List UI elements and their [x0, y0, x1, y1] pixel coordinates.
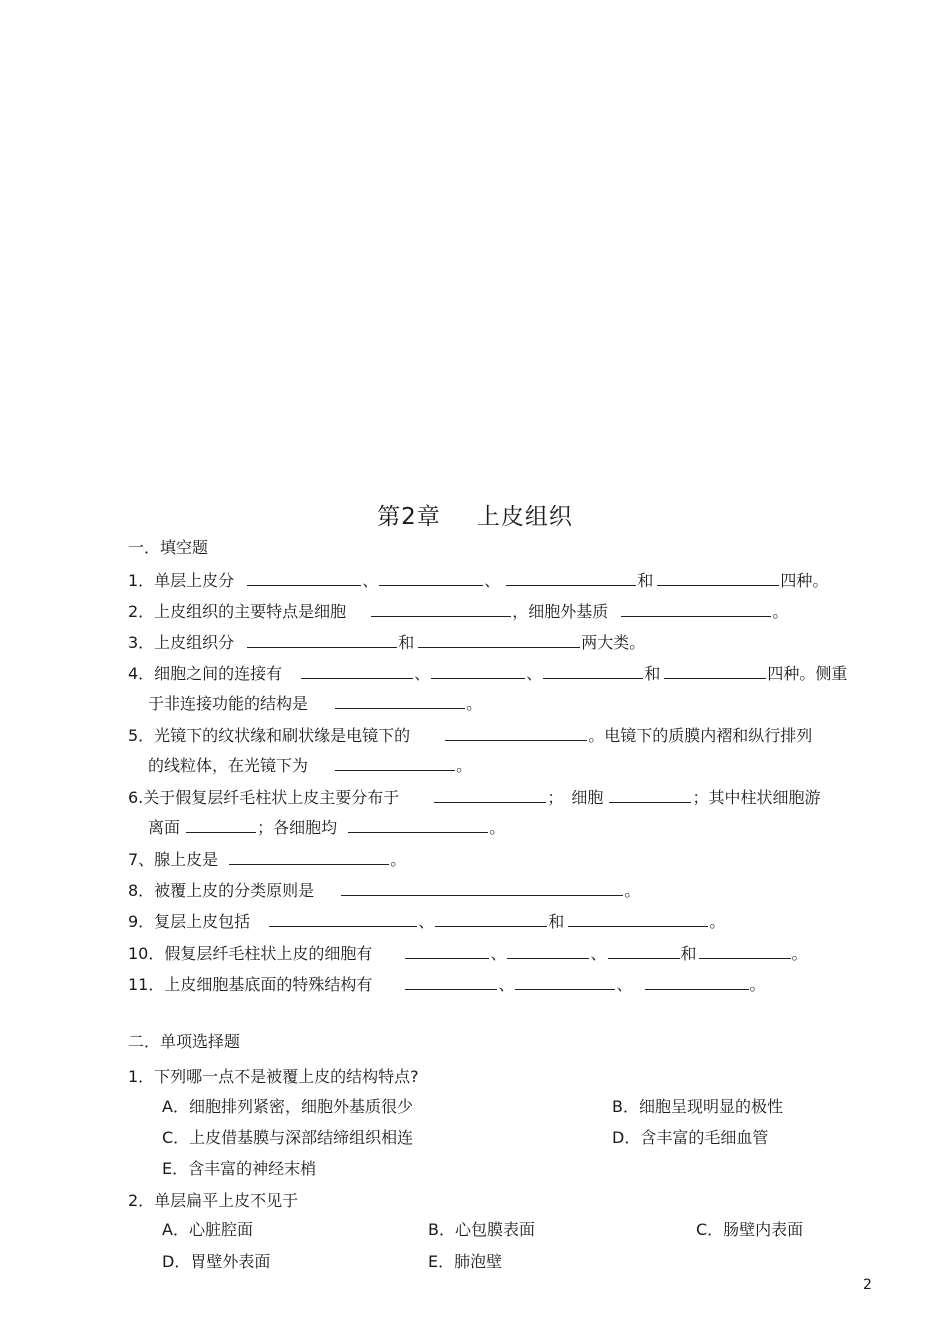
mc-option-1c[interactable]: C．上皮借基膜与深部结缔组织相连: [162, 1128, 414, 1147]
chapter-name: 上皮组织: [476, 504, 573, 530]
answer-blank[interactable]: [405, 974, 497, 990]
question-1-11: 11．上皮细胞基底面的特殊结构有 、 、 。: [128, 975, 766, 994]
question-1-10: 10．假复层纤毛柱状上皮的细胞有 、 、 和 。: [128, 944, 808, 963]
answer-blank[interactable]: [247, 632, 397, 648]
chapter-number: 第2章: [377, 504, 441, 530]
answer-blank[interactable]: [506, 570, 636, 586]
question-1-6-cont: 离面 ；各细胞均 。: [148, 818, 506, 837]
chapter-title: [0, 498, 950, 531]
answer-blank[interactable]: [435, 911, 547, 927]
section2-heading: 二．单项选择题: [128, 1032, 241, 1051]
answer-blank[interactable]: [348, 817, 488, 833]
answer-blank[interactable]: [608, 943, 680, 959]
answer-blank[interactable]: [405, 943, 489, 959]
answer-blank[interactable]: [186, 817, 256, 833]
answer-blank[interactable]: [247, 570, 361, 586]
mc-question-2-stem: 2．单层扁平上皮不见于: [128, 1191, 299, 1210]
section1-heading: 一．填空题: [128, 538, 209, 557]
answer-blank[interactable]: [645, 974, 749, 990]
mc-option-1e[interactable]: E．含丰富的神经末梢: [162, 1159, 317, 1178]
answer-blank[interactable]: [371, 601, 511, 617]
question-1-2: 2．上皮组织的主要特点是细胞 ，细胞外基质 。: [128, 602, 789, 621]
question-1-4-cont: 于非连接功能的结构是 。: [148, 694, 483, 713]
question-1-5: 5．光镜下的纹状缘和刷状缘是电镜下的 。电镜下的质膜内褶和纵行排列: [128, 726, 813, 745]
answer-blank[interactable]: [609, 787, 691, 803]
answer-blank[interactable]: [664, 663, 766, 679]
answer-blank[interactable]: [434, 787, 546, 803]
mc-option-1d[interactable]: D．含丰富的毛细血管: [612, 1128, 769, 1147]
mc-option-2b[interactable]: B．心包膜表面: [428, 1220, 535, 1239]
answer-blank[interactable]: [431, 663, 525, 679]
answer-blank[interactable]: [699, 943, 791, 959]
mc-option-2c[interactable]: C．肠壁内表面: [696, 1220, 804, 1239]
mc-option-2d[interactable]: D．胃壁外表面: [162, 1252, 271, 1271]
question-1-9: 9．复层上皮包括 、 和 。: [128, 912, 726, 931]
mc-option-1a[interactable]: A．细胞排列紧密，细胞外基质很少: [162, 1097, 413, 1116]
answer-blank[interactable]: [301, 663, 413, 679]
mc-option-2e[interactable]: E．肺泡壁: [428, 1252, 503, 1271]
answer-blank[interactable]: [445, 725, 587, 741]
mc-option-2a[interactable]: A．心脏腔面: [162, 1220, 253, 1239]
question-1-5-cont: 的线粒体，在光镜下为 。: [148, 756, 473, 775]
question-1-4: 4．细胞之间的连接有 、 、 和 四种。侧重: [128, 664, 848, 683]
question-1-3: 3．上皮组织分 和 两大类。: [128, 633, 646, 652]
page-number: 2: [863, 1277, 872, 1293]
question-1-1: 1．单层上皮分 、 、 和 四种。: [128, 571, 829, 590]
question-1-6: 6.关于假复层纤毛柱状上皮主要分布于 ； 细胞 ；其中柱状细胞游: [128, 788, 821, 807]
mc-question-1-stem: 1．下列哪一点不是被覆上皮的结构特点?: [128, 1067, 419, 1086]
mc-option-1b[interactable]: B．细胞呈现明显的极性: [612, 1097, 783, 1116]
question-1-8: 8．被覆上皮的分类原则是 。: [128, 881, 641, 900]
answer-blank[interactable]: [507, 943, 589, 959]
answer-blank[interactable]: [621, 601, 771, 617]
answer-blank[interactable]: [341, 880, 623, 896]
answer-blank[interactable]: [335, 755, 455, 771]
answer-blank[interactable]: [229, 849, 389, 865]
answer-blank[interactable]: [515, 974, 615, 990]
answer-blank[interactable]: [568, 911, 708, 927]
answer-blank[interactable]: [418, 632, 580, 648]
answer-blank[interactable]: [543, 663, 643, 679]
answer-blank[interactable]: [379, 570, 483, 586]
answer-blank[interactable]: [335, 693, 465, 709]
question-1-7: 7、腺上皮是 。: [128, 850, 407, 869]
answer-blank[interactable]: [269, 911, 417, 927]
answer-blank[interactable]: [657, 570, 779, 586]
